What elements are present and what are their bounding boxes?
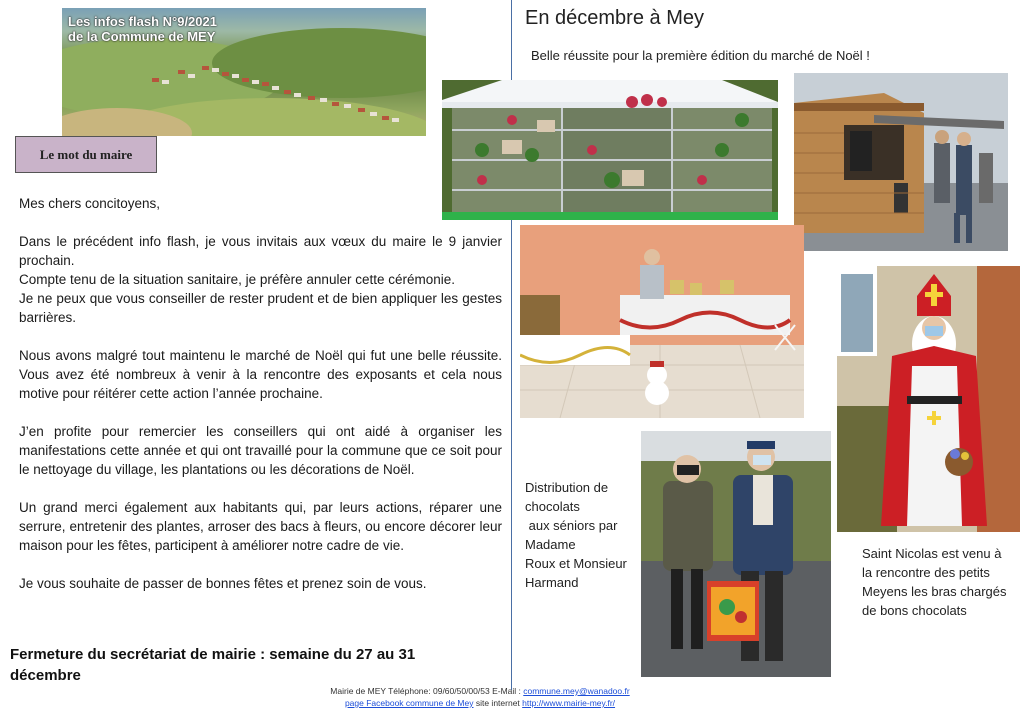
- caption-chocolate-line-6: Harmand: [525, 575, 579, 590]
- letter-greeting: Mes chers concitoyens,: [19, 196, 161, 211]
- footer-site-prefix: site internet: [473, 698, 523, 708]
- caption-nicolas-line-2: la rencontre des petits: [862, 565, 990, 580]
- letter-paragraph-1c: Je ne peux que vous conseiller de rester prudent et de bien appliquer les gestes barrières.: [19, 291, 502, 325]
- caption-chocolate-line-1: Distribution de: [525, 480, 609, 495]
- letter-paragraph-2: Nous avons malgré tout maintenu le marché de Noël qui fut une belle réussite. Vous avez été nombreux à venir à la rencontre des exposants et cela nous motive pour réitérer cette action l’année prochaine.: [19, 348, 502, 401]
- caption-nicolas-line-3: Meyens les bras chargés: [862, 584, 1007, 599]
- photo-indoor-market: [520, 225, 804, 418]
- caption-chocolate-line-3: aux séniors par: [525, 518, 618, 533]
- banner-title: [68, 14, 217, 44]
- mot-du-maire-label: Le mot du maire: [15, 136, 157, 173]
- caption-saint-nicolas: [862, 544, 1022, 620]
- caption-chocolate-distribution: [525, 478, 643, 592]
- mayor-letter: [19, 194, 502, 612]
- banner-title-line1: Les infos flash N°9/2021: [68, 14, 217, 29]
- letter-paragraph-3: J’en profite pour remercier les conseillers qui ont aidé à organiser les manifestations cette année et qui ont travaillé pour la commune que ce soit pour le nettoyage du village, les plantations ou les décorations de Noël.: [19, 424, 502, 477]
- letter-paragraph-1: Dans le précédent info flash, je vous invitais aux vœux du maire le 9 janvier prochain.: [19, 234, 502, 268]
- footer-contact: Mairie de MEY Téléphone: 09/60/50/00/53 E-Mail :: [330, 686, 524, 696]
- photo-saint-nicolas: [837, 266, 1020, 532]
- banner-title-line2: de la Commune de MEY: [68, 29, 216, 44]
- photo-wooden-chalet: [794, 73, 1008, 251]
- footer: [260, 685, 700, 709]
- caption-chocolate-line-4: Madame: [525, 537, 576, 552]
- photo-chocolate-distribution: [641, 431, 831, 677]
- caption-chocolate-line-2: chocolats: [525, 499, 580, 514]
- footer-email-link[interactable]: commune.mey@wanadoo.fr: [523, 686, 630, 696]
- page-subheading: Belle réussite pour la première édition du marché de Noël !: [531, 48, 870, 63]
- footer-facebook-link[interactable]: page Facebook commune de Mey: [344, 698, 474, 708]
- letter-paragraph-1b: Compte tenu de la situation sanitaire, je préfère annuler cette cérémonie.: [19, 272, 456, 287]
- banner-photo: [62, 8, 426, 136]
- letter-paragraph-5: Je vous souhaite de passer de bonnes fêtes et prenez soin de vous.: [19, 576, 427, 591]
- caption-nicolas-line-4: de bons chocolats: [862, 603, 967, 618]
- caption-chocolate-line-5: Roux et Monsieur: [525, 556, 627, 571]
- closure-notice: Fermeture du secrétariat de mairie : semaine du 27 au 31 décembre: [10, 646, 416, 684]
- page-heading: En décembre à Mey: [525, 7, 704, 29]
- caption-nicolas-line-1: Saint Nicolas est venu à: [862, 546, 1002, 561]
- photo-market-stall: [442, 80, 778, 220]
- letter-paragraph-4: Un grand merci également aux habitants qui, par leurs actions, réparer une serrure, entretenir des plantes, arroser des bacs à fleurs, ou encore décorer leur maison pour les fêtes, participent à améliorer notre cadre de vie.: [19, 500, 502, 553]
- footer-site-link[interactable]: http://www.mairie-mey.fr/: [522, 698, 616, 708]
